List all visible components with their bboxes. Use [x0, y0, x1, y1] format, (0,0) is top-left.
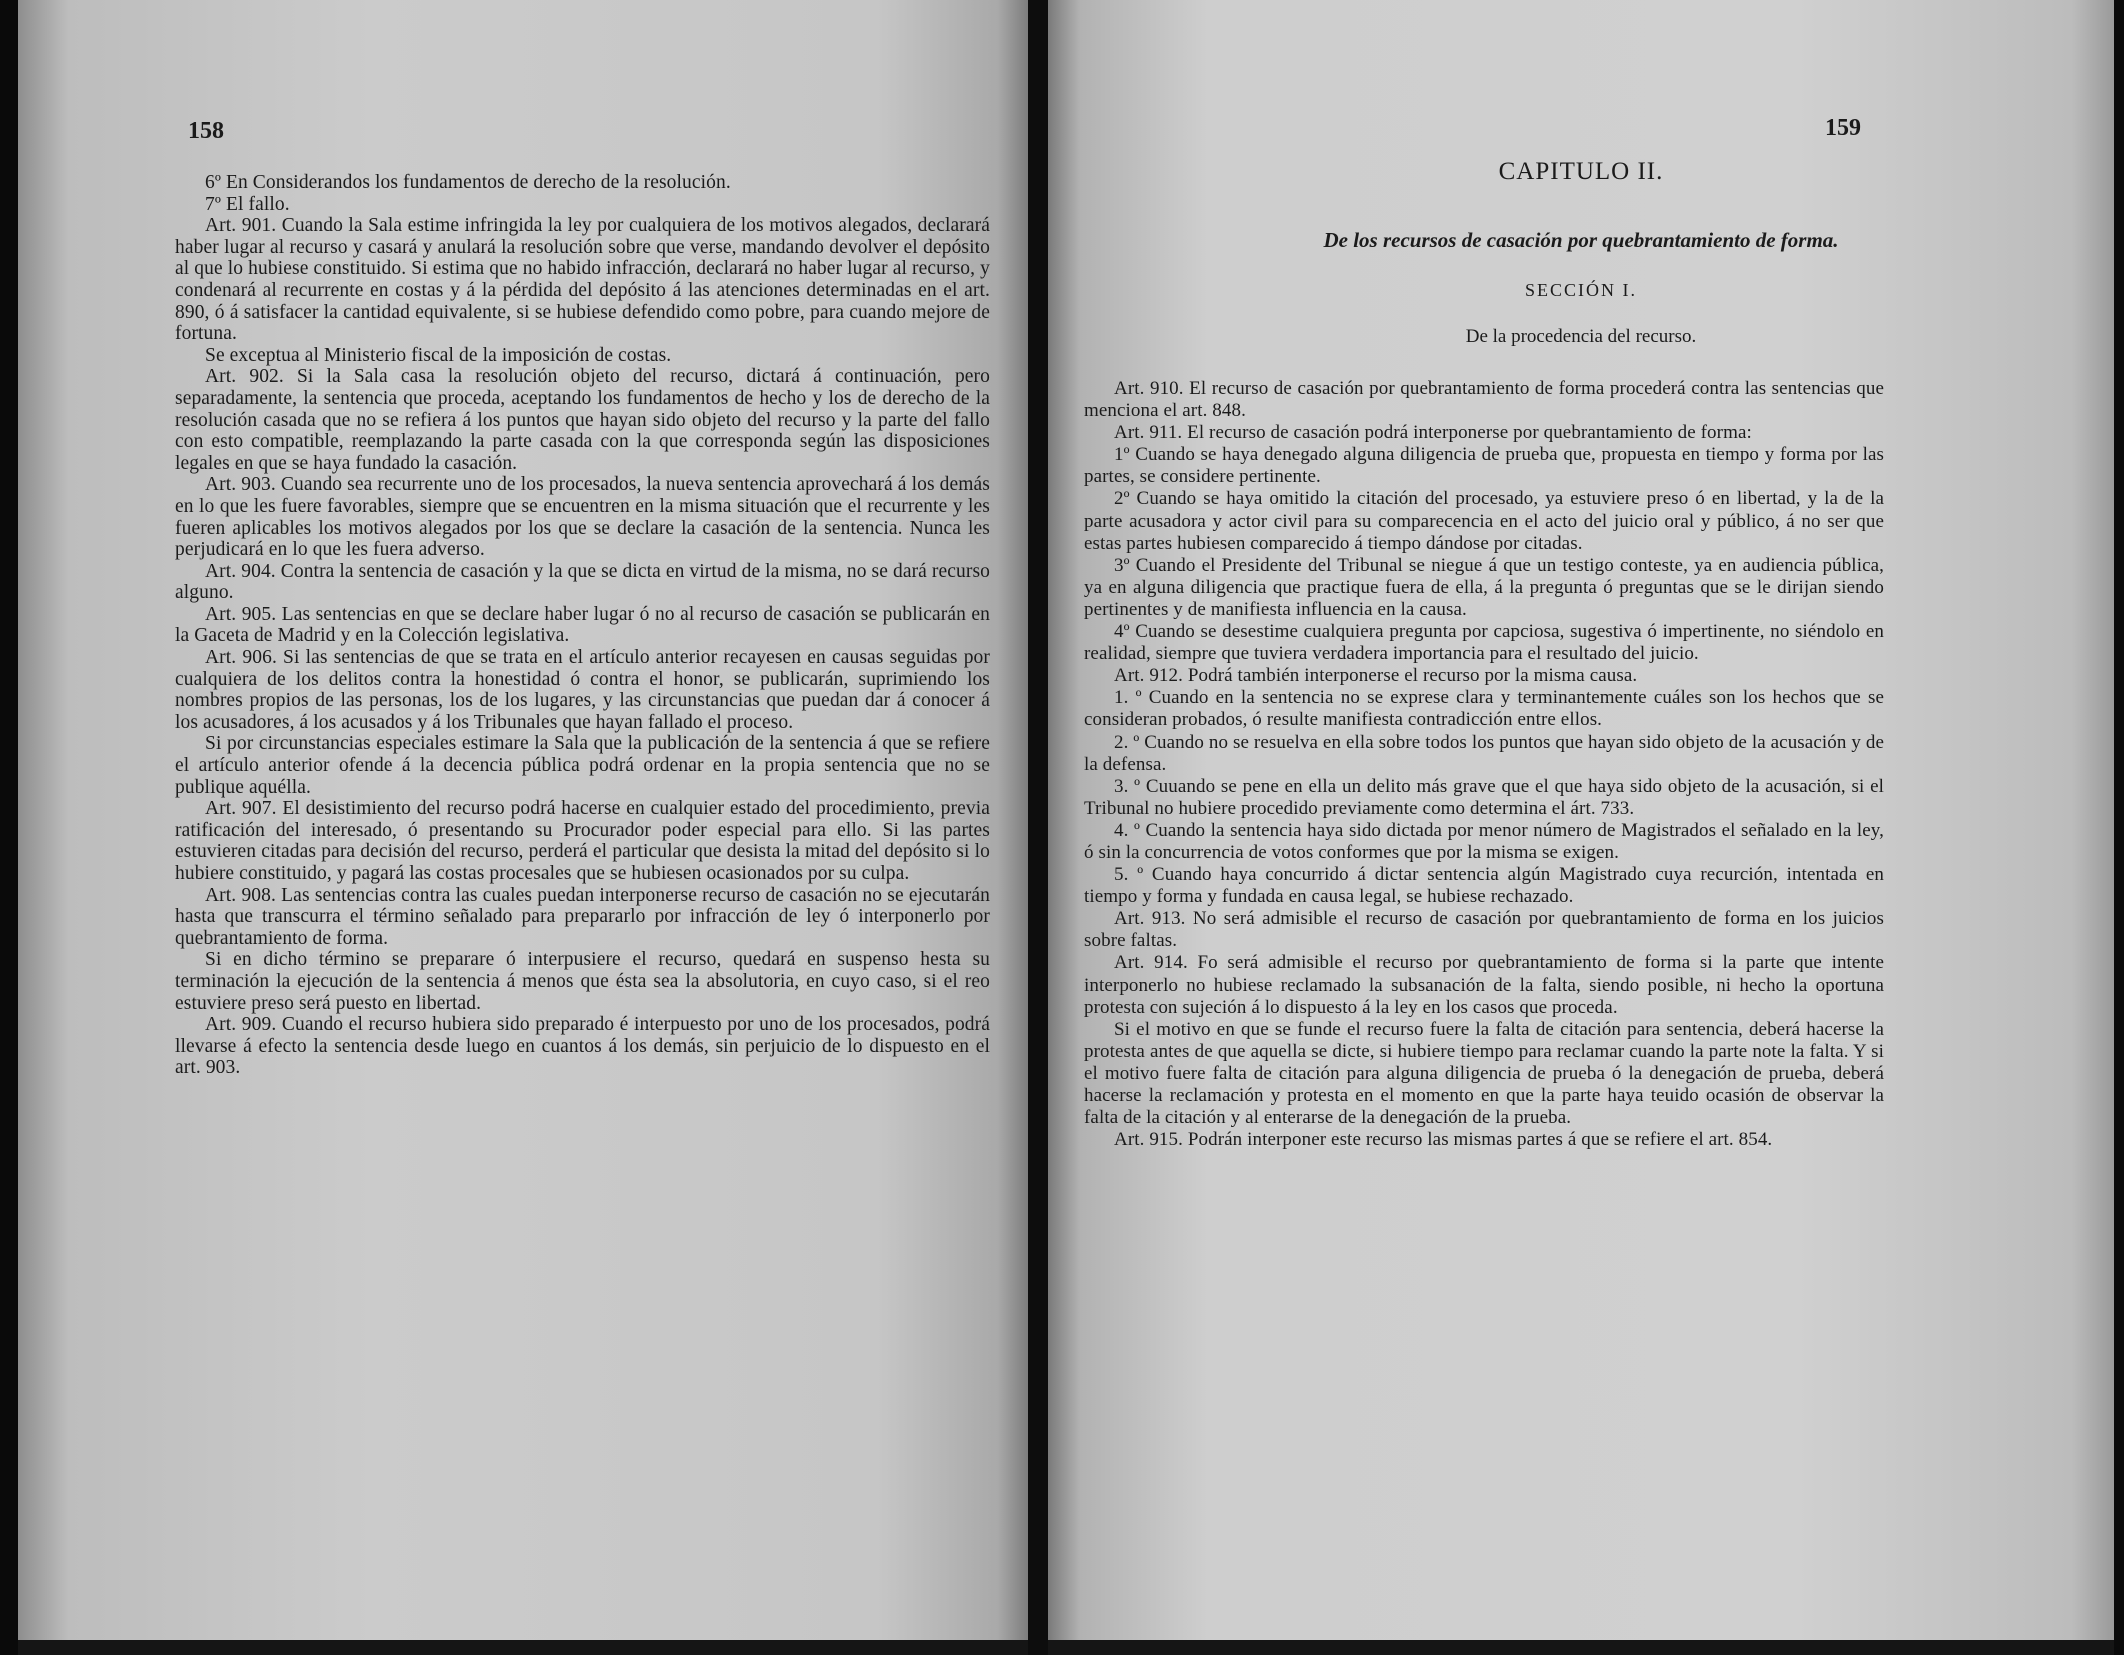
- scan-border-left: [0, 0, 18, 1655]
- paragraph: Art. 902. Si la Sala casa la resolución objeto del recurso, dictará á continuación, pero separadamente, la sentencia que proceda, aceptando los fundamentos de hecho y los de derecho de la resolución casada que no se refiera á los puntos que hayan sido objeto del recurso y la parte del fallo con esto compatible, reemplazando la parte casada con la que corresponda según las disposiciones legales en que se haya fundado la casación.: [175, 366, 990, 474]
- paragraph: Art. 911. El recurso de casación podrá interponerse por quebrantamiento de forma:: [1114, 422, 1752, 444]
- left-page: [18, 0, 1028, 1640]
- paragraph: 1º Cuando se haya denegado alguna diligencia de prueba que, propuesta en tiempo y forma por las partes, se considere pertinente.: [1084, 444, 1884, 488]
- paragraph: Art. 907. El desistimiento del recurso podrá hacerse en cualquier estado del procedimiento, previa ratificación del interesado, ó presentando su Procurador poder especial para ello. Si las partes estuvieren citadas para decisión del recurso, perderá el particular que desista la mitad del depósito si lo hubiere constituido, y pagará las costas procesales que se hubiesen ocasionados por su culpa.: [175, 798, 990, 884]
- paragraph: Art. 901. Cuando la Sala estime infringida la ley por cualquiera de los motivos alegados, declarará haber lugar al recurso y casará y anulará la resolución sobre que verse, mandando devolver el depósito al que lo hubiese constituido. Si estima que no habido infracción, declarará no haber lugar al recurso, y condenará al recurrente en costas y á la pérdida del depósito á las atenciones determinadas en el art. 890, ó á satisfacer la cantidad equivalente, si se hubiese defendido como pobre, para cuando mejore de fortuna.: [175, 215, 990, 345]
- paragraph: Si el motivo en que se funde el recurso fuere la falta de citación para sentencia, deberá hacerse la protesta antes de que aquella se dicte, si hubiere tiempo para reclamar cuando la parte note la falta. Y si el motivo fuere falta de citación para alguna diligencia de prueba ó la denegación de prueba, deberá hacerse la reclamación y protesta en el momento en que la parte haya teuido ocasión de observar la falta de la citación y al enterarse de la denegación de la prueba.: [1084, 1018, 1884, 1129]
- paragraph: Art. 912. Podrá también interponerse el recurso por la misma causa.: [1114, 665, 1638, 687]
- paragraph: Art. 914. Fo será admisible el recurso por quebrantamiento de forma si la parte que intente interponerlo no hubiese reclamado la subsanación de la falta, siendo posible, ni hecho la oportuna protesta con sujeción á lo dispuesto á la ley en los casos que proceda.: [1084, 952, 1884, 1018]
- paragraph: Art. 906. Si las sentencias de que se trata en el artículo anterior recayesen en causas seguidas por cualquiera de los delitos contra la honestidad ó contra el honor, se publicarán, suprimiendo los nombres propios de las personas, los de los lugares, y las circunstancias que puedan dar á conocer á los acusadores, á los acusados y á los Tribunales que hayan fallado el proceso.: [175, 647, 990, 733]
- paragraph: Se exceptua al Ministerio fiscal de la imposición de costas.: [205, 344, 672, 366]
- paragraph: 2º Cuando se haya omitido la citación del procesado, ya estuviere preso ó en libertad, y la de la parte acusadora y actor civil para su comparecencia en el acto del juicio oral y público, á no ser que estas partes hubiesen comparecido á tiempo dándose por citadas.: [1084, 488, 1884, 554]
- paragraph: 4. º Cuando la sentencia haya sido dictada por menor número de Magistrados el señalado en la ley, ó sin la concurrencia de votos conformes que por la misma se exigen.: [1084, 819, 1884, 863]
- left-page-body: [175, 172, 990, 1079]
- paragraph: Art. 915. Podrán interponer este recurso las mismas partes á que se refiere el art. 854.: [1114, 1129, 1773, 1151]
- chapter-title: CAPITULO II.: [1498, 158, 1664, 185]
- section-title: SECCIÓN I.: [1524, 280, 1637, 300]
- right-page-number: 159: [1825, 115, 1861, 141]
- paragraph: Art. 910. El recurso de casación por quebrantamiento de forma procederá contra las sentencias que menciona el art. 848.: [1084, 378, 1884, 422]
- paragraph: 2. º Cuando no se resuelva en ella sobre todos los puntos que hayan sido objeto de la acusación y de la defensa.: [1084, 731, 1884, 775]
- book-spine: [1028, 0, 1048, 1655]
- section-subtitle: De la procedencia del recurso.: [1465, 326, 1697, 347]
- paragraph: 3. º Cuuando se pene en ella un delito más grave que el que haya sido objeto de la acusación, si el Tribunal no hubiere procedido previamente como determina el árt. 733.: [1084, 775, 1884, 819]
- paragraph: 7º El fallo.: [205, 193, 290, 215]
- right-page-body: [1084, 378, 1884, 1151]
- paragraph: Si en dicho término se preparare ó interpusiere el recurso, quedará en suspenso hesta su terminación la ejecución de la sentencia á menos que ésta sea la absolutoria, en cuyo caso, si el reo estuviere preso será puesto en libertad.: [175, 949, 990, 1014]
- left-page-number: 158: [188, 118, 224, 144]
- paragraph: 1. º Cuando en la sentencia no se exprese clara y terminantemente cuáles son los hechos que se consideran probados, ó resulte manifiesta contradicción entre ellos.: [1084, 687, 1884, 731]
- paragraph: Art. 903. Cuando sea recurrente uno de los procesados, la nueva sentencia aprovechará á los demás en lo que les fuere favorables, siempre que se encuentren en la misma situación que el recurrente y les fueren aplicables los motivos alegados por los que se declare la casación de la sentencia. Nunca les perjudicará en lo que les fuera adverso.: [175, 474, 990, 561]
- paragraph: Si por circunstancias especiales estimare la Sala que la publicación de la sentencia á que se refiere el artículo anterior ofende á la decencia pública podrá ordenar en la propia sentencia que no se publique aquélla.: [175, 733, 990, 798]
- paragraph: Art. 913. No será admisible el recurso de casación por quebrantamiento de forma en los juicios sobre faltas.: [1084, 908, 1884, 952]
- paragraph: 6º En Considerandos los fundamentos de derecho de la resolución.: [205, 172, 731, 193]
- paragraph: Art. 905. Las sentencias en que se declare haber lugar ó no al recurso de casación se publicarán en la Gaceta de Madrid y en la Colección legislativa.: [175, 603, 990, 647]
- paragraph: Art. 904. Contra la sentencia de casación y la que se dicta en virtud de la misma, no se dará recurso alguno.: [175, 560, 990, 604]
- paragraph: 3º Cuando el Presidente del Tribunal se niegue á que un testigo conteste, ya en audiencia pública, ya en alguna diligencia que practique fuera de ella, á la pregunta ó preguntas que se le dirijan siendo pertinentes y de manifiesta influencia en la causa.: [1084, 554, 1884, 620]
- paragraph: Art. 908. Las sentencias contra las cuales puedan interponerse recurso de casación no se ejecutarán hasta que transcurra el término señalado para prepararlo por infracción de ley ó interponerlo por quebrantamiento de forma.: [175, 884, 990, 949]
- right-page: [1048, 0, 2114, 1640]
- paragraph: 5. º Cuando haya concurrido á dictar sentencia algún Magistrado cuya recurción, intentada en tiempo y forma y fundada en causa legal, se hubiese rechazado.: [1084, 864, 1884, 908]
- chapter-subtitle: De los recursos de casación por quebrantamiento de forma.: [1323, 228, 1839, 252]
- paragraph: 4º Cuando se desestime cualquiera pregunta por capciosa, sugestiva ó impertinente, no siéndolo en realidad, siempre que tuviera verdadera importancia para el resultado del juicio.: [1084, 621, 1884, 665]
- paragraph: Art. 909. Cuando el recurso hubiera sido preparado é interpuesto por uno de los procesados, podrá llevarse á efecto la sentencia desde luego en cuantos á los demás, sin perjuicio de lo dispuesto en el art. 903.: [175, 1014, 990, 1079]
- scan-border-right: [2114, 0, 2124, 1655]
